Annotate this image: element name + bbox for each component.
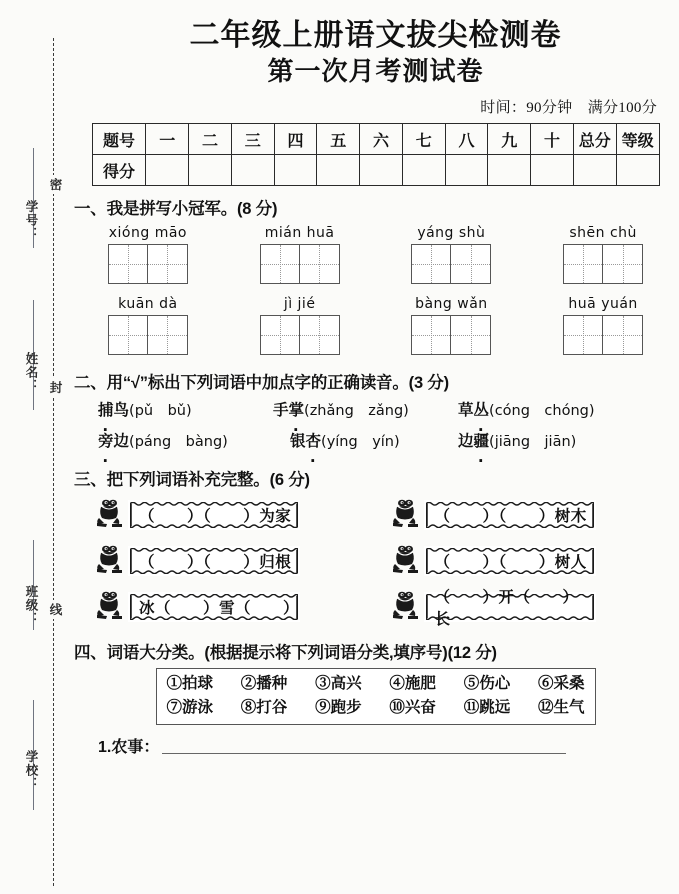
pinyin-label: bàng wǎn	[415, 296, 488, 313]
frog-icon	[94, 588, 124, 625]
writing-grid[interactable]	[108, 244, 188, 284]
frog-icon	[94, 542, 124, 579]
score-entry-2[interactable]	[189, 155, 232, 186]
grid-cell[interactable]	[260, 244, 300, 284]
score-entry-9[interactable]	[488, 155, 531, 186]
word-bank-item[interactable]: ⑪跳远	[463, 699, 511, 717]
word-bank-item[interactable]: ⑧打谷	[240, 699, 288, 717]
score-col-1: 一	[146, 124, 189, 155]
word-bank-row	[167, 696, 585, 720]
pronunciation-item[interactable]	[290, 429, 458, 451]
frog-icon	[390, 542, 420, 579]
score-entry-total[interactable]	[573, 155, 616, 186]
score-col-4: 四	[274, 124, 317, 155]
word-bank-item[interactable]: ⑦游泳	[166, 699, 214, 717]
score-col-5: 五	[317, 124, 360, 155]
idiom-text: （ ）（ ）树人	[434, 553, 587, 571]
pinyin-group	[260, 296, 340, 355]
idiom-answer-box[interactable]	[424, 588, 596, 628]
score-col-grade: 等级	[616, 124, 659, 155]
pinyin-label: xióng māo	[108, 225, 187, 242]
word-bank-item[interactable]: ⑥采桑	[537, 675, 585, 693]
word-bank-item[interactable]: ⑫生气	[537, 699, 585, 717]
idiom-text: （ ）（ ）为家	[139, 507, 292, 525]
grid-cell[interactable]	[300, 315, 340, 355]
margin-label-student-id: 学号：	[24, 200, 38, 241]
margin-label-class: 班级：	[24, 585, 38, 626]
table-row	[92, 124, 659, 155]
word-bank-wrapper	[72, 668, 679, 725]
writing-grid[interactable]	[260, 244, 340, 284]
grid-cell[interactable]	[451, 244, 491, 284]
frog-icon	[94, 496, 124, 533]
idiom-cell	[94, 542, 384, 579]
word-bank-item[interactable]: ⑤伤心	[463, 675, 511, 693]
score-col-2: 二	[189, 124, 232, 155]
score-entry-7[interactable]	[402, 155, 445, 186]
score-row-label-points: 得分	[92, 155, 146, 186]
score-col-3: 三	[231, 124, 274, 155]
idiom-text: （ ）（ ）树木	[434, 507, 587, 525]
pinyin-label: kuān dà	[118, 296, 178, 313]
dotted-character: 丛	[473, 402, 490, 420]
idiom-text: 冰（ ）雪（ ）	[139, 599, 300, 617]
word-bank	[156, 668, 596, 725]
idiom-text: （ ）开（ ）长	[434, 588, 579, 628]
grid-cell[interactable]	[603, 244, 643, 284]
pronunciation-choices[interactable]: (jiāng jiān)	[489, 434, 577, 451]
grid-cell[interactable]	[108, 244, 148, 284]
score-entry-6[interactable]	[360, 155, 403, 186]
score-col-total: 总分	[573, 124, 616, 155]
sealing-margin	[0, 0, 72, 894]
score-col-7: 七	[402, 124, 445, 155]
pinyin-label: huā yuán	[568, 296, 638, 313]
section-heading-1: 一、我是拼写小冠军。(8 分)	[74, 200, 278, 219]
word-bank-item[interactable]: ③高兴	[315, 675, 362, 693]
pinyin-group	[411, 296, 491, 355]
dotted-character: 旁	[98, 433, 114, 451]
pinyin-group	[108, 296, 188, 355]
word-prefix: 银	[290, 433, 306, 451]
pronunciation-item[interactable]	[98, 429, 290, 451]
pinyin-label: mián huā	[264, 225, 335, 242]
grid-cell[interactable]	[148, 244, 188, 284]
word-bank-item[interactable]: ⑩兴奋	[389, 699, 436, 717]
idiom-answer-box[interactable]	[128, 546, 300, 576]
score-col-9: 九	[488, 124, 531, 155]
word-prefix: 边	[458, 433, 474, 451]
writing-grid[interactable]	[563, 315, 643, 355]
writing-grid[interactable]	[260, 315, 340, 355]
section-heading-4: 四、词语大分类。(根据提示将下列词语分类,填序号)(12 分)	[74, 644, 497, 663]
frog-icon	[390, 588, 420, 625]
margin-label-name: 姓名：	[24, 352, 38, 393]
writing-grid[interactable]	[411, 315, 491, 355]
word-prefix: 草	[458, 402, 474, 420]
score-col-10: 十	[531, 124, 574, 155]
seal-dashed-line	[53, 38, 54, 886]
idiom-cell	[94, 496, 384, 533]
word-bank-item[interactable]: ①拍球	[166, 675, 214, 693]
pinyin-label: shēn chù	[569, 225, 637, 242]
score-entry-10[interactable]	[531, 155, 574, 186]
grid-cell[interactable]	[451, 315, 491, 355]
dotted-character: 杏	[305, 433, 322, 451]
table-row	[92, 155, 659, 186]
idiom-cell	[94, 588, 384, 625]
pronunciation-item[interactable]	[98, 398, 273, 420]
pronunciation-choices[interactable]: (páng bàng)	[129, 434, 228, 451]
exam-page	[72, 0, 679, 894]
score-entry-8[interactable]	[445, 155, 488, 186]
margin-label-school: 学校：	[24, 750, 38, 791]
category-label: 1.农事：	[98, 739, 160, 757]
pronunciation-choices[interactable]: (zhǎng zǎng)	[304, 403, 409, 420]
pronunciation-line-1	[98, 398, 679, 420]
word-prefix: 手	[273, 402, 289, 420]
section-heading-3: 三、把下列词语补充完整。(6 分)	[74, 471, 310, 490]
word-bank-item[interactable]: ⑨跑步	[315, 699, 362, 717]
score-entry-5[interactable]	[317, 155, 360, 186]
category-line-farming	[98, 734, 679, 757]
idiom-cell	[390, 496, 679, 533]
pronunciation-choices[interactable]: (cóng chóng)	[489, 403, 595, 420]
pronunciation-item[interactable]	[458, 429, 576, 451]
idiom-grid	[94, 496, 679, 628]
word-bank-item[interactable]: ②播种	[240, 675, 288, 693]
pronunciation-item[interactable]	[458, 398, 595, 420]
grid-cell[interactable]	[411, 315, 451, 355]
word-suffix: 边	[113, 433, 130, 451]
grid-cell[interactable]	[603, 315, 643, 355]
writing-grid[interactable]	[411, 244, 491, 284]
pinyin-label: yáng shù	[417, 225, 486, 242]
score-table-wrapper	[72, 123, 679, 186]
pinyin-row-1	[72, 225, 679, 284]
idiom-answer-box[interactable]	[128, 500, 300, 530]
score-entry-grade[interactable]	[616, 155, 659, 186]
pronunciation-item[interactable]	[273, 398, 458, 420]
grid-cell[interactable]	[300, 244, 340, 284]
score-entry-3[interactable]	[231, 155, 274, 186]
word-suffix: 鸟	[113, 402, 130, 420]
idiom-text: （ ）（ ）归根	[139, 553, 292, 571]
answer-blank-rule[interactable]	[162, 753, 566, 754]
pinyin-label: jì jié	[283, 296, 316, 313]
exam-meta-info: 时间：90分钟 满分100分	[480, 100, 657, 117]
score-entry-1[interactable]	[146, 155, 189, 186]
dotted-character: 疆	[473, 433, 490, 451]
pinyin-row-2	[72, 296, 679, 355]
writing-grid[interactable]	[563, 244, 643, 284]
score-col-8: 八	[445, 124, 488, 155]
pinyin-group	[108, 225, 188, 284]
score-table	[92, 123, 660, 186]
frog-icon	[390, 496, 420, 533]
idiom-cell	[390, 588, 679, 628]
seal-word-feng: 封	[46, 378, 64, 397]
pinyin-group	[260, 225, 340, 284]
pronunciation-line-2	[98, 429, 679, 451]
score-entry-4[interactable]	[274, 155, 317, 186]
dotted-character: 掌	[288, 402, 305, 420]
dotted-character: 捕	[98, 402, 114, 420]
grid-cell[interactable]	[563, 244, 603, 284]
grid-cell[interactable]	[108, 315, 148, 355]
idiom-answer-box[interactable]	[424, 500, 596, 530]
grid-cell[interactable]	[411, 244, 451, 284]
seal-word-xian: 线	[46, 600, 64, 619]
pinyin-group	[411, 225, 491, 284]
score-row-label-number: 题号	[92, 124, 146, 155]
page-title-line1: 二年级上册语文拔尖检测卷	[189, 19, 562, 52]
word-bank-row	[167, 672, 585, 696]
idiom-answer-box[interactable]	[424, 546, 596, 576]
page-title-line2: 第一次月考测试卷	[267, 56, 484, 86]
section-heading-2: 二、用“√”标出下列词语中加点字的正确读音。(3 分)	[74, 374, 449, 393]
pinyin-group	[563, 225, 643, 284]
pronunciation-choices[interactable]: (yíng yín)	[321, 434, 400, 451]
writing-grid[interactable]	[108, 315, 188, 355]
word-bank-item[interactable]: ④施肥	[389, 675, 436, 693]
grid-cell[interactable]	[260, 315, 300, 355]
seal-word-mi: 密	[46, 175, 64, 194]
idiom-cell	[390, 542, 679, 579]
grid-cell[interactable]	[563, 315, 603, 355]
pronunciation-choices[interactable]: (pǔ bǔ)	[129, 403, 192, 420]
grid-cell[interactable]	[148, 315, 188, 355]
idiom-answer-box[interactable]	[128, 592, 300, 622]
pinyin-group	[563, 296, 643, 355]
score-col-6: 六	[360, 124, 403, 155]
